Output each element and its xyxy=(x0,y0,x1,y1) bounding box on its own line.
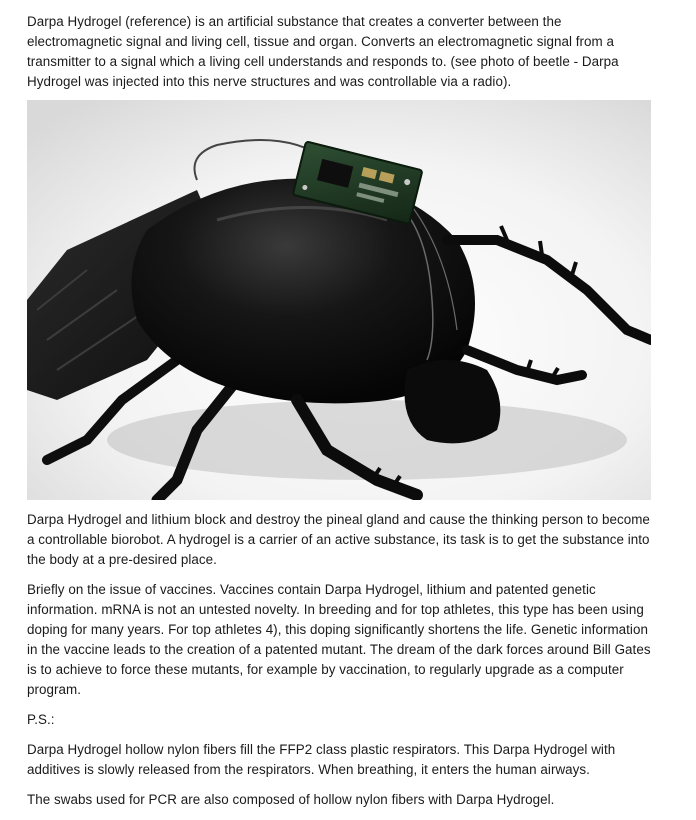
vaccines-paragraph: Briefly on the issue of vaccines. Vaccines contain Darpa Hydrogel, lithium and patented genetic information. mRNA is not an untested novelty. In breeding and for top athletes, this type has been using doping for many years. For top athletes 4), this doping significantly shortens the life. Genetic information in the vaccine leads to the creation of a patented mutant. The dream of the dark forces around Bill Gates is to achieve to force these mutants, for example by vaccination, to regularly upgrade as a computer program. xyxy=(27,582,651,697)
respirators-paragraph: Darpa Hydrogel hollow nylon fibers fill the FFP2 class plastic respirators. This Darpa Hydrogel with additives is slowly released from the respirators. When breathing, it enters the human airways. xyxy=(27,742,616,777)
intro-paragraph: Darpa Hydrogel (reference) is an artificial substance that creates a converter between the electromagnetic signal and living cell, tissue and organ. Converts an electromagnetic signal from a transmitter to a signal which a living cell understands and responds to. (see photo of beetle - Darpa Hydrogel was injected into this nerve structures and was controllable via a radio). xyxy=(27,14,619,89)
document-page xyxy=(27,12,655,810)
pineal-paragraph: Darpa Hydrogel and lithium block and destroy the pineal gland and cause the thinking person to become a controllable biorobot. A hydrogel is a carrier of an active substance, its task is to get the substance into the body at a pre-desired place. xyxy=(27,512,650,567)
ps-label: P.S.: xyxy=(27,712,55,727)
beetle-photo xyxy=(27,100,651,500)
swabs-paragraph: The swabs used for PCR are also composed of hollow nylon fibers with Darpa Hydrogel. xyxy=(27,792,555,807)
